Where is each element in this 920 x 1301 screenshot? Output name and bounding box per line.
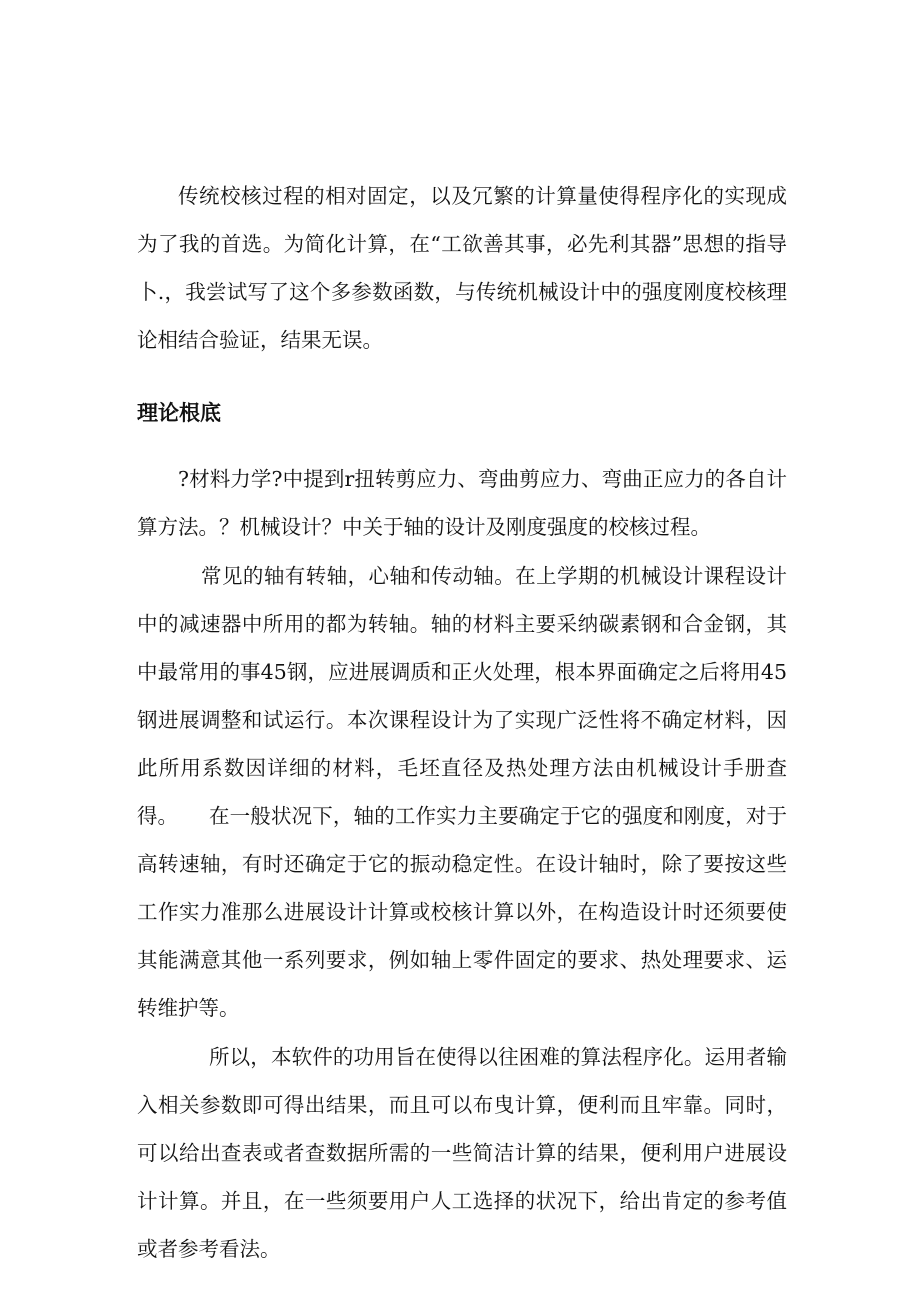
body-paragraph-4: 所以，本软件的功用旨在使得以往困难的算法程序化。运用者输入相关参数即可得出结果，而且可以布曳计算，便利而且牢靠。同时，可以给出查表或者查数据所需的一些简洁计算的结果，便利用户进展设计计算。并且，在一些须要用户人工选择的状况下，给出肯定的参考值或者参考看法。 [137, 1045, 787, 1261]
intro-paragraph: 传统校核过程的相对固定，以及冗繁的计算量使得程序化的实现成为了我的首选。为简化计算，在“工欲善其事，必先利其器”思想的指导卜.，我尝试写了这个多参数函数，与传统机械设计中的强度刚度校核理论相结合验证，结果无误。 [137, 184, 787, 352]
section-heading: 理论根底 [137, 401, 221, 425]
body-paragraph-1: ?材料力学?中提到r扭转剪应力、弯曲剪应力、弯曲正应力的各自计算方法。？机械设计？中关于轴的设计及刚度强度的校核过程。 [137, 467, 787, 539]
body-paragraph-2: 常见的轴有转轴，心轴和传动轴。在上学期的机械设计课程设计中的减速器中所用的都为转轴。轴的材料主要采纳碳素钢和合金钢，其中最常用的事45钢，应进展调质和正火处理，根本界面确定之后将用45钢进展调整和试运行。本次课程设计为了实现广泛性将不确定材料，因此所用系数因详细的材料，毛坯直径及热处理方法由机械设计手册查得。 [137, 564, 787, 828]
body-paragraph-3: 在一般状况下，轴的工作实力主要确定于它的强度和刚度，对于高转速轴，有时还确定于它的振动稳定性。在设计轴时，除了要按这些工作实力准那么进展设计计算或校核计算以外，在构造设计时还须要使其能满意其他一系列要求，例如轴上零件固定的要求、热处理要求、运转维护等。 [137, 804, 787, 1020]
